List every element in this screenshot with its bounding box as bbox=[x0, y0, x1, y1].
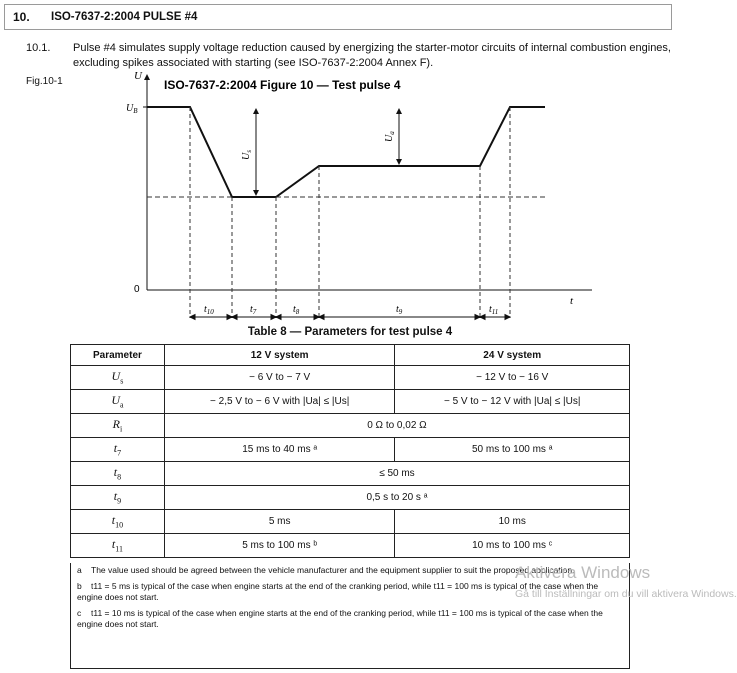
header-parameter: Parameter bbox=[71, 345, 165, 366]
param-ua: $U_a$ bbox=[71, 390, 165, 414]
figure-title: ISO-7637-2:2004 Figure 10 — Test pulse 4 bbox=[164, 78, 401, 92]
y-axis-label: U bbox=[134, 70, 142, 82]
t7-24v: 50 ms to 100 ms ᵃ bbox=[395, 438, 630, 462]
segment-label-t8: $t_8$ bbox=[293, 304, 300, 316]
t10-12v: 5 ms bbox=[164, 510, 395, 534]
param-t10: $t_{10}$ bbox=[71, 510, 165, 534]
intro-paragraph: Pulse #4 simulates supply voltage reduction caused by energizing the starter-motor circuits of internal combustion engines, excluding spikes associated with starting (see ISO-7637-2:2004 Annex F). bbox=[73, 42, 671, 69]
param-ri: $R_i$ bbox=[71, 414, 165, 438]
t-axis-label: t bbox=[570, 295, 574, 307]
ua-dim-label: $U_a$ bbox=[384, 131, 396, 142]
zero-label: 0 bbox=[134, 284, 140, 295]
us-24v: − 12 V to − 16 V bbox=[395, 366, 630, 390]
t7-12v: 15 ms to 40 ms ᵃ bbox=[164, 438, 395, 462]
segment-label-t7: $t_7$ bbox=[250, 304, 257, 316]
table-row bbox=[71, 414, 630, 438]
ua-24v: − 5 V to − 12 V with |Ua| ≤ |Us| bbox=[395, 390, 630, 414]
table-row bbox=[71, 390, 630, 414]
ua-12v: − 2,5 V to − 6 V with |Ua| ≤ |Us| bbox=[164, 390, 395, 414]
param-t11: $t_{11}$ bbox=[71, 534, 165, 558]
us-12v: − 6 V to − 7 V bbox=[164, 366, 395, 390]
table-header-row bbox=[71, 345, 630, 366]
windows-activation-subtitle: Gå till Inställningar om du vill aktivera Windows. bbox=[515, 588, 737, 600]
table-row bbox=[71, 366, 630, 390]
t10-24v: 10 ms bbox=[395, 510, 630, 534]
segment-label-t11: $t_{11}$ bbox=[489, 304, 499, 316]
parameters-table bbox=[70, 344, 630, 558]
param-us: $U_s$ bbox=[71, 366, 165, 390]
t8-value: ≤ 50 ms bbox=[164, 462, 629, 486]
header-24v: 24 V system bbox=[395, 345, 630, 366]
subsection-number: 10.1. bbox=[26, 42, 51, 54]
footnote-mark: a bbox=[77, 565, 82, 575]
footnote-text: The value used should be agreed between the vehicle manufacturer and the equipment supplier to suit the proposed application. bbox=[91, 565, 575, 575]
pulse-waveform bbox=[147, 107, 545, 197]
section-header-title: ISO-7637-2:2004 PULSE #4 bbox=[51, 11, 198, 23]
header-12v: 12 V system bbox=[164, 345, 395, 366]
param-t9: $t_9$ bbox=[71, 486, 165, 510]
param-t8: $t_8$ bbox=[71, 462, 165, 486]
footnote-mark: b bbox=[77, 581, 82, 591]
footnote-c bbox=[77, 608, 625, 630]
param-t7: $t_7$ bbox=[71, 438, 165, 462]
section-header-number: 10. bbox=[13, 10, 30, 24]
t11-24v: 10 ms to 100 ms ᶜ bbox=[395, 534, 630, 558]
table-row bbox=[71, 438, 630, 462]
windows-activation-watermark: Aktivera Windows bbox=[515, 563, 651, 582]
table-row bbox=[71, 510, 630, 534]
segment-label-t10: $t_{10}$ bbox=[204, 304, 214, 316]
t9-value: 0,5 s to 20 s ᵃ bbox=[164, 486, 629, 510]
figure-label: Fig.10-1 bbox=[26, 76, 63, 87]
table-title: Table 8 — Parameters for test pulse 4 bbox=[247, 326, 453, 338]
us-dim-label: $U_s$ bbox=[241, 150, 253, 160]
table-row bbox=[71, 534, 630, 558]
segment-label-t9: $t_9$ bbox=[396, 304, 403, 316]
footnote-text: t11 = 10 ms is typical of the case when engine starts at the end of the cranking period, while t11 = 100 ms is typical of the case when the engine does not start. bbox=[77, 608, 603, 629]
footnote-mark: c bbox=[77, 608, 82, 618]
table-row bbox=[71, 462, 630, 486]
t11-12v: 5 ms to 100 ms ᵇ bbox=[164, 534, 395, 558]
test-pulse-figure bbox=[0, 0, 683, 330]
ri-value: 0 Ω to 0,02 Ω bbox=[164, 414, 629, 438]
table-row bbox=[71, 486, 630, 510]
footnote-text: t11 = 5 ms is typical of the case when engine starts at the end of the cranking period, while t11 = 100 ms is typical of the case when the engine does not start. bbox=[77, 581, 599, 602]
ub-label: $U_B$ bbox=[126, 103, 138, 115]
